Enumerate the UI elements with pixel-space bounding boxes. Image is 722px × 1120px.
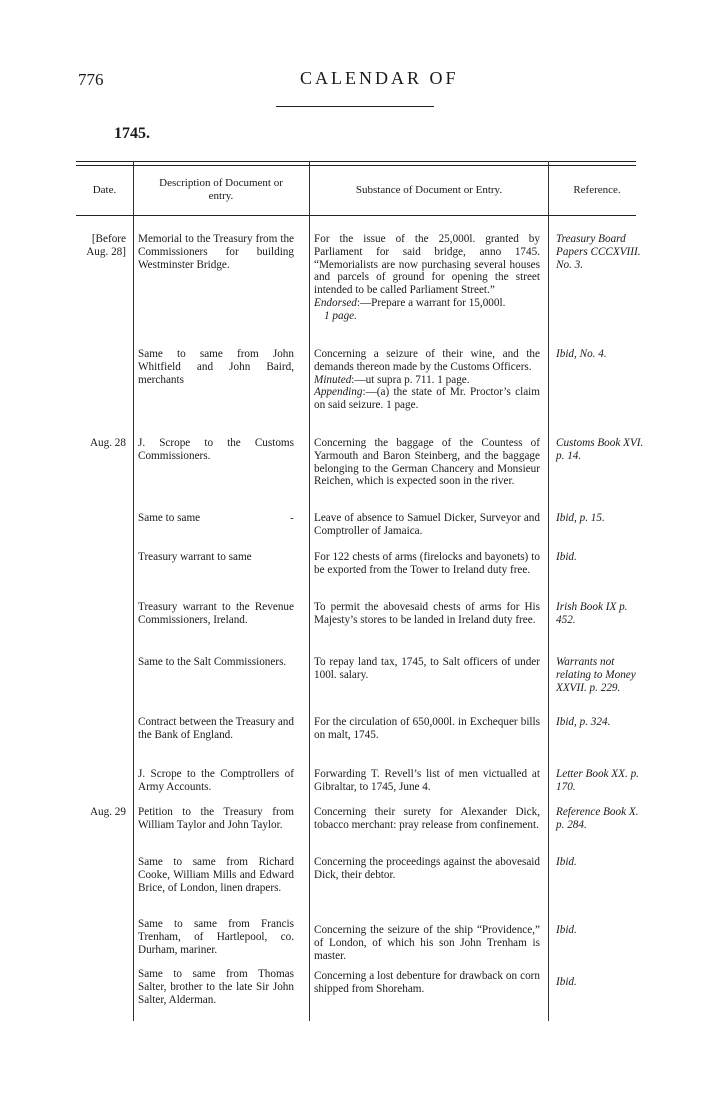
- entry-reference: Warrants not relating to Money XXVII. p. 229.: [556, 656, 636, 694]
- entry-reference: Irish Book IX p. 452.: [556, 601, 628, 626]
- entry-reference: Treasury Board Papers CCCXVIII. No. 3.: [556, 233, 641, 271]
- entry-description: Same to same from Richard Cooke, William Mills and Edward Brice, of London, linen drapers.: [138, 856, 294, 894]
- column-header-substance: Substance of Document or Entry.: [355, 184, 503, 196]
- entry-substance: Concerning the baggage of the Countess of Yarmouth and Baron Steinberg, and the baggage belonging to the German Chancery and Monsieur Reichen, which is expected soon in the river.: [314, 437, 540, 488]
- entry-description: Same to same: [138, 512, 201, 524]
- entry-substance: [314, 348, 540, 412]
- entry-substance-label: Appending: [314, 386, 363, 399]
- entry-reference: Ibid, No. 4.: [556, 348, 607, 360]
- entry-reference: Ibid, p. 15.: [556, 512, 605, 524]
- entry-substance: Concerning a lost debenture for drawback on corn shipped from Shoreham.: [314, 970, 540, 995]
- entry-substance-note: 1 page.: [324, 309, 357, 322]
- page-number: 776: [78, 70, 104, 89]
- entry-substance: To permit the abovesaid chests of arms for His Majesty’s stores to be landed in Ireland duty free.: [314, 601, 540, 626]
- header-bottom-rule: [76, 215, 636, 216]
- entry-substance: For 122 chests of arms (firelocks and bayonets) to be exported from the Tower to Ireland duty free.: [314, 551, 540, 576]
- entry-substance-main: For the issue of the 25,000l. granted by Parliament for said bridge, anno 1745. “Memorialists are now purchasing several houses and parcels of ground for opening the street intended to be called Parliament Street.”: [314, 233, 540, 297]
- entry-description: Same to same from John Whitfield and John Baird, merchants: [138, 348, 294, 386]
- table-top-rule-inner: [76, 165, 636, 166]
- entry-description: Same to same from Francis Trenham, of Hartlepool, co. Durham, mariner.: [138, 918, 294, 956]
- entry-reference: Ibid.: [556, 551, 577, 563]
- entry-description: Contract between the Treasury and the Bank of England.: [138, 716, 294, 741]
- column-header-description: Description of Document or entry.: [159, 177, 283, 202]
- entry-description: Same to the Salt Commissioners.: [138, 656, 287, 668]
- entry-reference: Letter Book XX. p. 170.: [556, 768, 639, 793]
- entry-reference: Ibid, p. 324.: [556, 716, 611, 728]
- title-rule: [276, 106, 434, 107]
- column-header-date: Date.: [92, 184, 117, 196]
- entry-substance: Forwarding T. Revell’s list of men victualled at Gibraltar, to 1745, June 4.: [314, 768, 540, 793]
- table-top-rule: [76, 161, 636, 162]
- entry-substance: For the circulation of 650,000l. in Exchequer bills on malt, 1745.: [314, 716, 540, 741]
- year-heading: 1745.: [114, 125, 150, 142]
- entry-description: Memorial to the Treasury from the Commissioners for building Westminster Bridge.: [138, 233, 294, 271]
- entry-description: Petition to the Treasury from William Taylor and John Taylor.: [138, 806, 294, 831]
- entry-substance: Concerning the seizure of the ship “Providence,” of London, of which his son John Trenham is master.: [314, 924, 540, 962]
- entry-substance-label: Minuted: [314, 373, 352, 386]
- entry-substance: To repay land tax, 1745, to Salt officers of under 100l. salary.: [314, 656, 540, 681]
- entry-reference: Reference Book X. p. 284.: [556, 806, 639, 831]
- entry-description: J. Scrope to the Comptrollers of Army Accounts.: [138, 768, 294, 793]
- entry-substance-extra: :—Prepare a warrant for 15,000l.: [356, 296, 506, 309]
- entry-substance: Leave of absence to Samuel Dicker, Surveyor and Comptroller of Jamaica.: [314, 512, 540, 537]
- entry-reference: Ibid.: [556, 976, 577, 988]
- entry-substance: Concerning the proceedings against the abovesaid Dick, their debtor.: [314, 856, 540, 881]
- entry-description: Treasury warrant to same: [138, 551, 252, 563]
- entry-reference: Ibid.: [556, 924, 577, 936]
- entry-substance-extra: :—ut supra p. 711. 1 page.: [351, 373, 470, 386]
- entry-dash: -: [290, 512, 294, 524]
- page-title: CALENDAR OF: [300, 68, 459, 88]
- entry-date: Aug. 29: [89, 806, 126, 818]
- entry-substance-extra: :—(a) the state of Mr. Proctor’s claim on said seizure. 1 page.: [314, 386, 540, 412]
- entry-description: Treasury warrant to the Revenue Commissioners, Ireland.: [138, 601, 294, 626]
- entry-substance: Concerning their surety for Alexander Dick, tobacco merchant: pray release from confinement.: [314, 806, 540, 831]
- column-divider-substance: [548, 161, 549, 1021]
- entry-substance-label: Endorsed: [314, 296, 357, 309]
- column-header-reference: Reference.: [573, 184, 621, 196]
- entry-reference: Ibid.: [556, 856, 577, 868]
- entry-substance: [314, 233, 540, 323]
- entry-reference: Customs Book XVI. p. 14.: [556, 437, 644, 462]
- entry-date: [Before Aug. 28]: [86, 233, 126, 258]
- entry-description: J. Scrope to the Customs Commissioners.: [138, 437, 294, 462]
- entry-substance-main: Concerning a seizure of their wine, and the demands thereon made by the Customs Officers.: [314, 348, 540, 373]
- column-divider-description: [309, 161, 310, 1021]
- entry-date: Aug. 28: [89, 437, 126, 449]
- column-divider-date: [133, 161, 134, 1021]
- entry-description: Same to same from Thomas Salter, brother to the late Sir John Salter, Alderman.: [138, 968, 294, 1006]
